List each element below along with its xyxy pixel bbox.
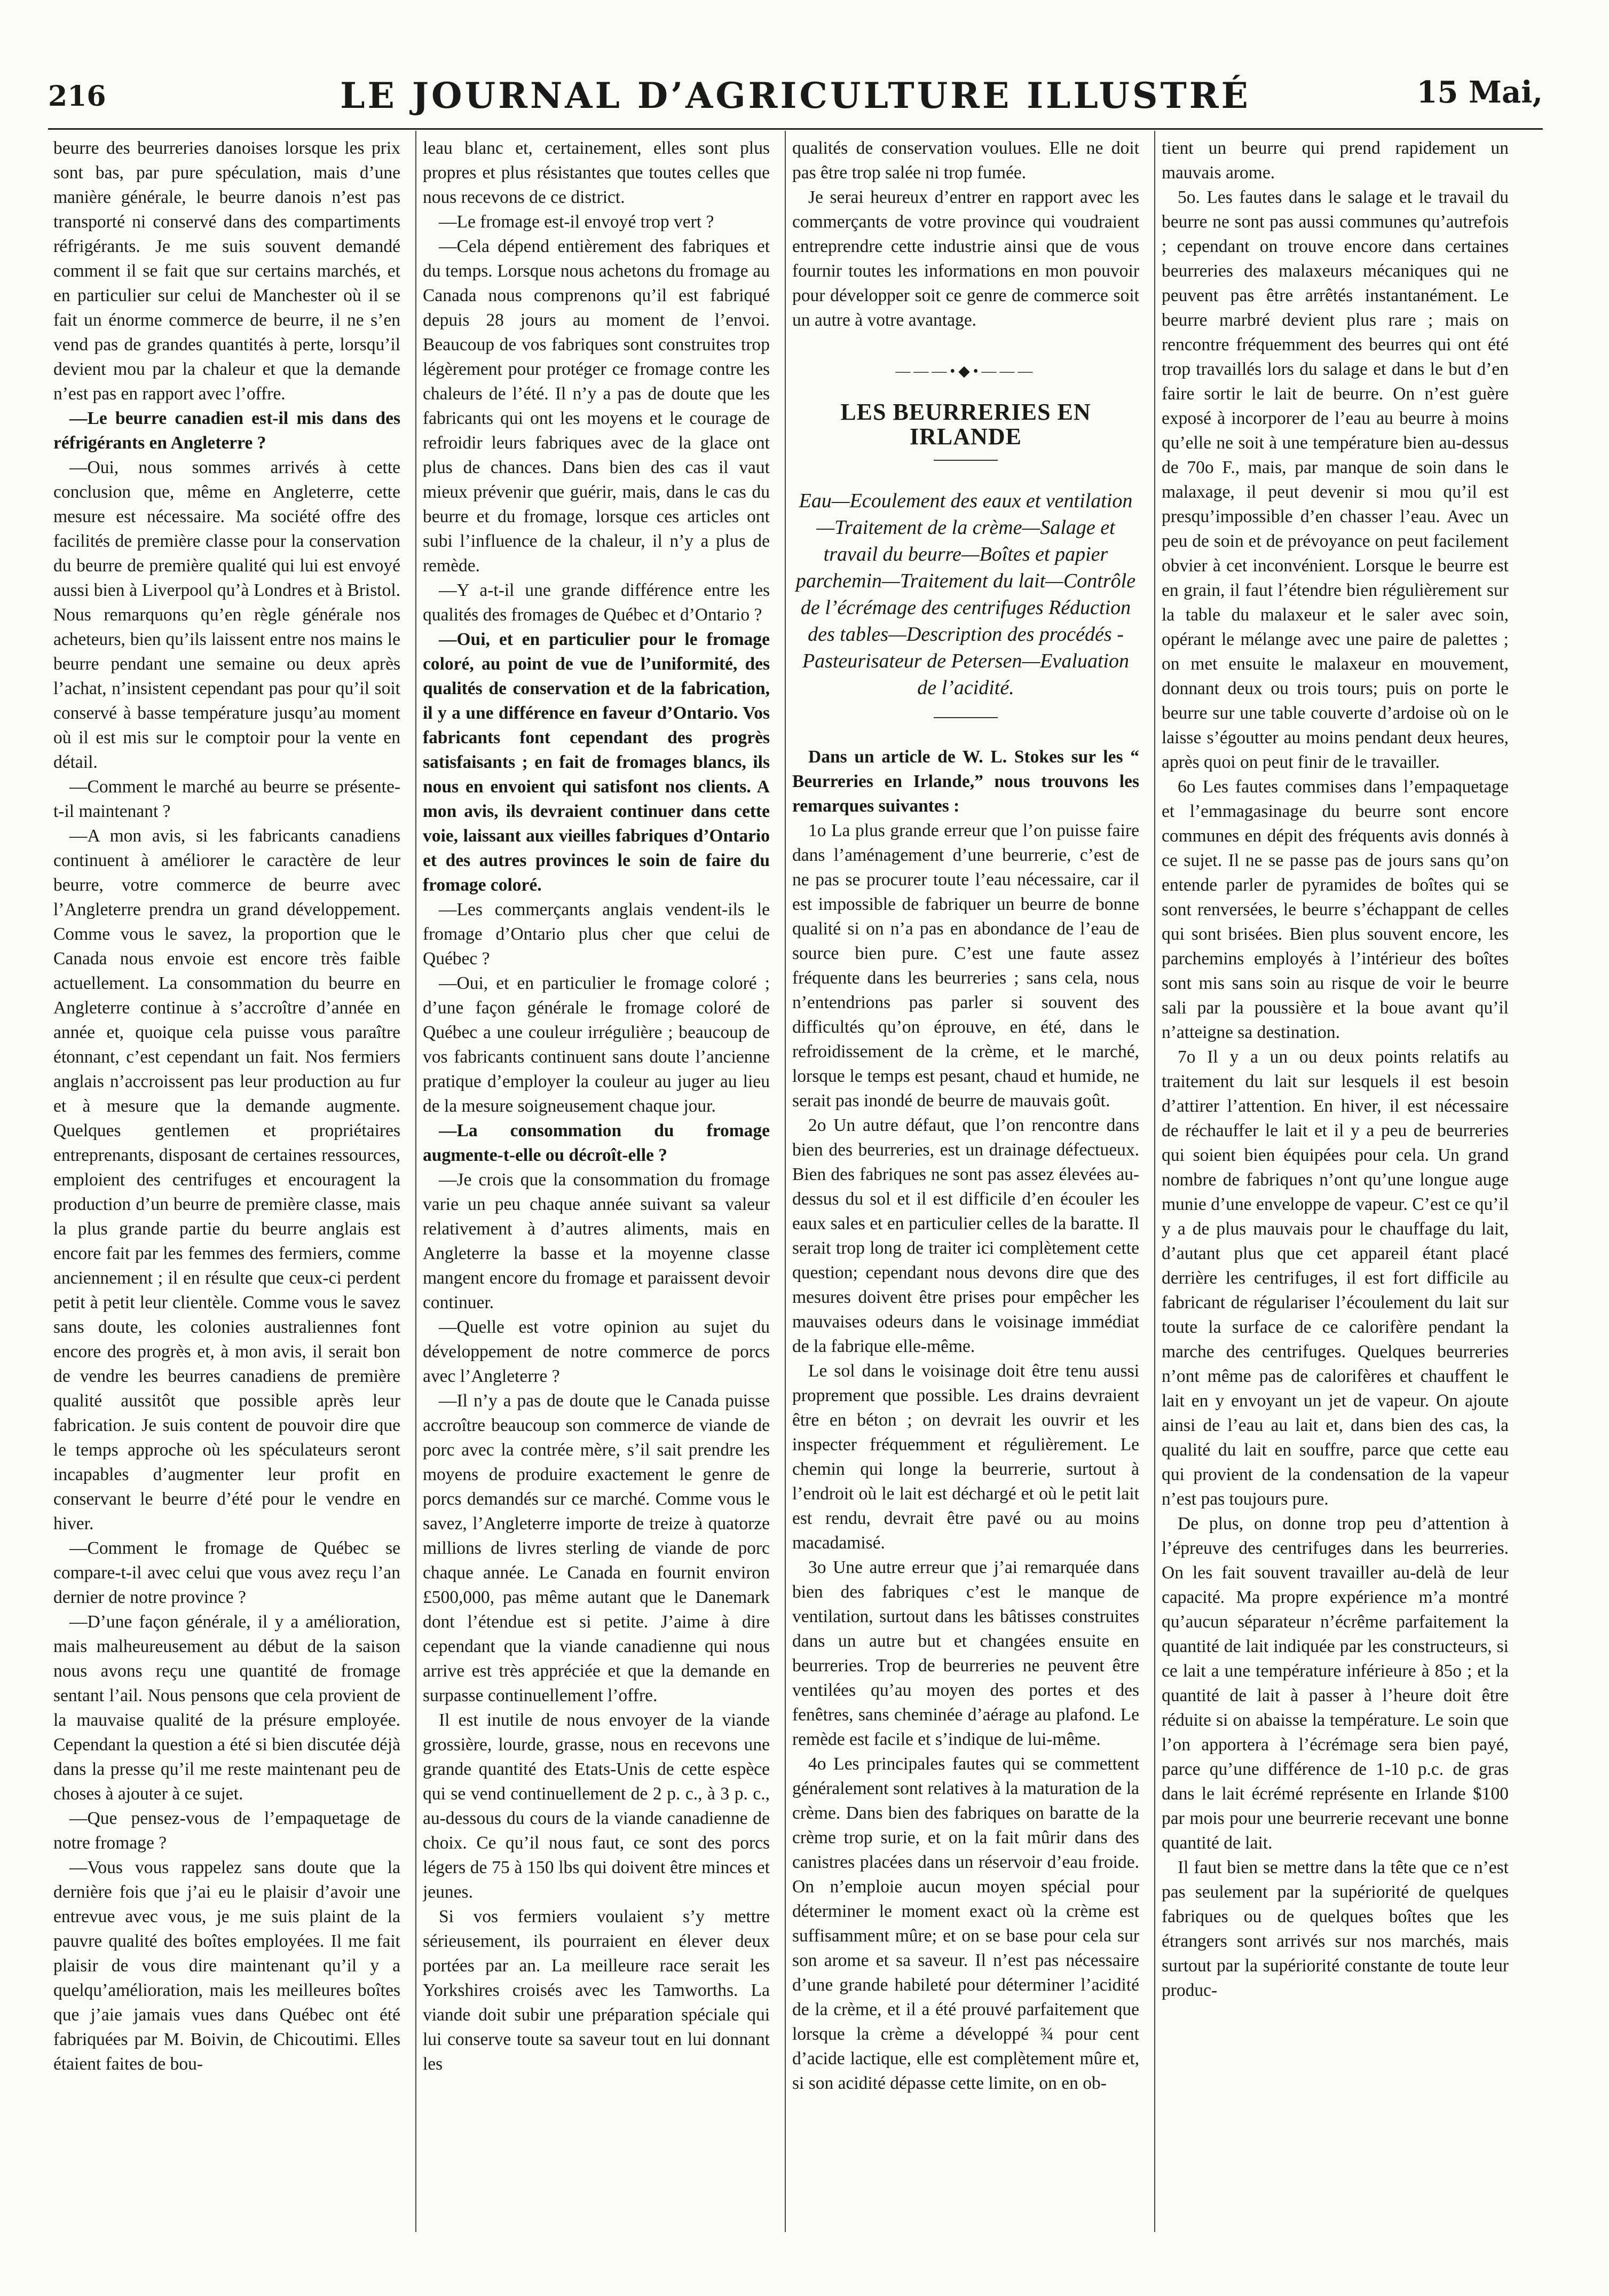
column-divider xyxy=(1154,131,1155,2232)
paragraph: —Il n’y a pas de doute que le Canada puisse accroître beaucoup son commerce de viande de porc avec la contrée mère, s’il sait prendre les moyens de produire exactement le genre de porcs demandés sur ce marché. Comme vous le savez, l’Angleterre importe de treize à quatorze millions de livres sterling de viande de porc chaque année. Le Canada en fournit environ £500,000, pas même autant que le Danemark dont l’étendue est si petite. J’aime à dire cependant que la viande canadienne qui nous arrive est très appréciée et que la demande en surpasse continuellement l’offre. xyxy=(423,1391,770,1705)
paragraph: Je serai heureux d’entrer en rapport avec les commerçants de votre province qui voudraient entreprendre cette industrie ainsi que de vous fournir toutes les informations en mon pouvoir pour développer soit ce genre de commerce soit un autre à votre avantage. xyxy=(792,187,1139,330)
subtitle-rule xyxy=(934,717,998,718)
column-1 xyxy=(53,136,400,2229)
column-3 xyxy=(792,136,1139,2229)
question: —Les commerçants anglais vendent-ils le fromage d’Ontario plus cher que celui de Québec ? xyxy=(423,900,770,969)
paragraph: beurre des beurreries danoises lorsque les prix sont bas, par pure spéculation, mais d’une manière générale, le beurre danois n’est pas transporté ni conservé dans des compartiments réfrigérants. Je me suis souvent demandé comment il se fait que sur certains marchés, et en particulier sur celui de Manchester où il se fait un énorme commerce de beurre, il ne s’en vend pas de grandes quantités à perte, lorsqu’il devient mou par la chaleur et que la demande n’est pas en rapport avec l’offre. xyxy=(53,138,400,404)
question: —Quelle est votre opinion au sujet du développement de notre commerce de porcs avec l’Angleterre ? xyxy=(423,1317,770,1386)
paragraph: qualités de conservation voulues. Elle ne doit pas être trop salée ni trop fumée. xyxy=(792,138,1139,183)
page-number: 216 xyxy=(48,80,106,113)
paragraph: —Vous vous rappelez sans doute que la dernière fois que j’ai eu le plaisir d’avoir une entrevue avec vous, je me suis plaint de la pauvre qualité des boîtes employées. Il me fait plaisir de vous dire maintenant qu’il y a quelqu’amélioration, mais les meilleures boîtes que j’aie jamais vues dans Québec ont été fabriquées par M. Boivin, de Chicoutimi. Elles étaient faites de bou- xyxy=(53,1858,400,2074)
column-2 xyxy=(423,136,770,2229)
paragraph: Dans un article de W. L. Stokes sur les “ Beurreries en Irlande,” nous trouvons les remarques suivantes : xyxy=(792,747,1139,816)
question: —Le beurre canadien est-il mis dans des réfrigérants en Angleterre ? xyxy=(53,408,400,453)
paragraph: 5o. Les fautes dans le salage et le travail du beurre ne sont pas aussi communes qu’autrefois ; cependant on trouve encore dans certaines beurreries des malaxeurs mécaniques qui ne peuvent pas être arrêtés instantanément. Le beurre marbré devient plus rare ; mais on rencontre fréquemment des beurres qui ont été trop travaillés lors du salage et dans le but d’en faire sortir le lait de beurre. On n’est guère exposé à incorporer de l’eau au beurre à moins qu’elle ne soit à une température bien au-dessus de 70o F., mais, par manque de soin dans le malaxage, il peut devenir si mou qu’il est presqu’impossible d’en chasser l’eau. Avec un peu de soin et de prévoyance on peut facilement obvier à cet inconvénient. Lorsque le beurre est en grain, il faut l’étendre bien régulièrement sur la table du malaxeur et le saler avec soin, opérant le mélange avec une paire de palettes ; on met ensuite le malaxeur en mouvement, donnant deux ou trois tours; puis on porte le beurre sur une table couverte d’ardoise où on le laisse s’égoutter au moins pendant deux heures, après quoi on peut finir de le travailler. xyxy=(1162,187,1509,772)
question: —Comment le marché au beurre se présente-t-il maintenant ? xyxy=(53,777,400,821)
paragraph: Le sol dans le voisinage doit être tenu aussi proprement que possible. Les drains devraient être en béton ; on devrait les ouvrir et les inspecter fréquemment et régulièrement. Le chemin qui longe la beurrerie, surtout à l’endroit où le lait est déchargé et où le petit lait est rendu, devrait être pavé ou au moins macadamisé. xyxy=(792,1361,1139,1553)
column-4 xyxy=(1162,136,1509,2229)
paragraph: Il faut bien se mettre dans la tête que ce n’est pas seulement par la supériorité de quelques fabriques ou de quelques boîtes que les étrangers sont arrivés sur nos marchés, mais surtout par la supériorité constante de toute leur produc- xyxy=(1162,1858,1509,2000)
page-header xyxy=(48,69,1543,128)
header-rule xyxy=(48,128,1543,130)
issue-date: 15 Mai, xyxy=(1416,75,1543,110)
question: —Comment le fromage de Québec se compare-t-il avec celui que vous avez reçu l’an dernier de notre province ? xyxy=(53,1538,400,1607)
paragraph: tient un beurre qui prend rapidement un mauvais arome. xyxy=(1162,138,1509,183)
paragraph: —Cela dépend entièrement des fabriques et du temps. Lorsque nous achetons du fromage au Canada nous comprenons qu’il est fabriqué depuis 28 jours au moment de l’envoi. Beaucoup de vos fabriques sont construites trop légèrement pour protéger ce fromage contre les chaleurs de l’été. Il n’y a pas de doute que les fabricants qui ont les moyens et le courage de refroidir leurs fabriques avec de la glace ont plus de chances. Dans bien des cas il vaut mieux prévenir que guérir, mais, dans le cas du beurre et du fromage, lorsque ces articles ont subi l’influence de la chaleur, il n’y a plus de remède. xyxy=(423,237,770,576)
paragraph: 7o Il y a un ou deux points relatifs au traitement du lait sur lesquels il est besoin d’attirer l’attention. En hiver, il est nécessaire de réchauffer le lait et il y a peu de beurreries qui soient bien équipées pour cela. Un grand nombre de fabriques n’ont qu’une longue auge munie d’une enveloppe de vapeur. C’est ce qu’il y a de plus mauvais pour le chauffage du lait, d’autant plus que cet appareil étant placé derrière les centrifuges, il est fort difficile au fabricant de régulariser l’écoulement du lait sur toute la surface de ce calorifère pendant la marche des centrifuges. Quelques beurreries n’ont même pas de calorifères et chauffent le lait en y envoyant un jet de vapeur. On ajoute ainsi de l’eau au lait et, dans bien des cas, la qualité du lait en souffre, parce que cette eau qui provient de la condensation de la vapeur n’est pas toujours pure. xyxy=(1162,1047,1509,1509)
title-rule xyxy=(934,460,998,461)
journal-title: LE JOURNAL D’AGRICULTURE ILLUSTRÉ xyxy=(340,75,1251,116)
paragraph: —Oui, nous sommes arrivés à cette conclusion que, même en Angleterre, cette mesure est nécessaire. Ma société offre des facilités de première classe pour la conservation du beurre de première qualité qui lui est envoyé aussi bien à Liverpool qu’à Londres et à Bristol. Nous remarquons qu’en règle générale nos acheteurs, bien qu’ils laissent entre nos mains le beurre pendant une semaine ou deux après l’achat, n’insistent cependant pas pour qu’il soit conservé à basse température jusqu’au moment où il est mis sur le comptoir pour la vente en détail. xyxy=(53,458,400,772)
paragraph: De plus, on donne trop peu d’attention à l’épreuve des centrifuges dans les beurreries. On les fait souvent travailler au-delà de leur capacité. Ma propre expérience m’a montré qu’aucun séparateur n’écrême parfaitement la quantité de lait indiquée par les constructeurs, si ce lait a une température inférieure à 85o ; et la quantité de lait à passer à l’heure doit être réduite si on abaisse la température. Le soin que l’on apportera à l’écrémage sera bien payé, parce qu’une différence de 1-10 p.c. de gras dans le lait écrémé représente en Irlande $100 par mois pour une beurrerie recevant une bonne quantité de lait. xyxy=(1162,1514,1509,1853)
question: —Y a-t-il une grande différence entre les qualités des fromages de Québec et d’Ontario ? xyxy=(423,580,770,625)
paragraph: 6o Les fautes commises dans l’empaquetage et l’emmagasinage du beurre sont encore communes en dépit des fréquents avis donnés à ce sujet. Il ne se passe pas de jours sans qu’on entende parler de pyramides de boîtes qui se sont renversées, le beurre s’échappant de celles qui sont brisées. Bien plus souvent encore, les parchemins employés à l’intérieur des boîtes sont mis sans soin au risque de voir le beurre sali par la poussière et la boue avant qu’il n’atteigne sa destination. xyxy=(1162,777,1509,1042)
question: —Le fromage est-il envoyé trop vert ? xyxy=(439,212,714,232)
section-title: LES BEURRERIES EN IRLANDE xyxy=(840,399,1091,450)
paragraph: leau blanc et, certainement, elles sont plus propres et plus résistantes que toutes celles que nous recevons de ce district. xyxy=(423,138,770,207)
paragraph: 1o La plus grande erreur que l’on puisse faire dans l’aménagement d’une beurrerie, c’est de ne pas se procurer toute l’eau nécessaire, car il est impossible de fabriquer un beurre de bonne qualité si on n’a pas en abondance de l’eau de source bien pure. C’est une faute assez fréquente dans les beurreries ; sans cela, nous n’entendrions pas parler si souvent des difficultés qu’on éprouve, en été, dans le refroidissement de la crème, et le marché, lorsque le temps est pesant, chaud et humide, ne serait pas inondé de beurre de mauvais goût. xyxy=(792,821,1139,1111)
column-divider xyxy=(785,131,786,2232)
section-subtitle: Eau—Ecoulement des eaux et ventilation—Traitement de la crème—Salage et travail du beurre—Boîtes et papier parchemin—Traitement du lait—Contrôle de l’écrémage des centrifuges Réduction des tables—Description des procédés - Pasteurisateur de Petersen—Evaluation de l’acidité. xyxy=(795,490,1136,699)
paragraph: —Je crois que la consommation du fromage varie un peu chaque année suivant sa valeur relativement à d’autres aliments, mais en Angleterre la basse et la moyenne classe mangent encore du fromage et paraissent devoir continuer. xyxy=(423,1170,770,1312)
paragraph: 3o Une autre erreur que j’ai remarquée dans bien des fabriques c’est le manque de ventilation, surtout dans les bâtisses construites dans un autre but et changées ensuite en beurreries. Trop de beurreries ne peuvent être ventilées qu’au moyen des portes et des fenêtres, sans cheminée d’aérage au plafond. Le remède est facile et s’indique de lui-même. xyxy=(792,1558,1139,1749)
paragraph: Si vos fermiers voulaient s’y mettre sérieusement, ils pourraient en élever deux portées par an. La meilleure race serait les Yorkshires croisés avec les Tamworths. La viande doit subir une préparation spéciale qui lui conserve toute sa saveur tout en lui donnant les xyxy=(423,1907,770,2074)
paragraph: —A mon avis, si les fabricants canadiens continuent à améliorer le caractère de leur beurre, votre commerce de beurre avec l’Angleterre prendra un grand développement. Comme vous le savez, la proportion que le Canada nous envoie est encore très faible actuellement. La consommation du beurre en Angleterre continue à s’accroître d’année en année et, quoique cela puisse vous paraître étonnant, c’est cependant un fait. Nos fermiers anglais n’accroissent pas leur production au fur et à mesure que la demande augmente. Quelques gentlemen et propriétaires entreprenants, disposant de certaines ressources, emploient des centrifuges et encouragent la production d’un beurre de première classe, mais la plus grande partie du beurre anglais est encore fait par les femmes des fermiers, comme anciennement ; il en résulte que ceux-ci perdent petit à petit leur clientèle. Comme vous le savez sans doute, les colonies australiennes font encore des progrès et, à mon avis, il serait bon de vendre les beurres canadiens de première qualité aussitôt que possible après leur fabrication. Je suis content de pouvoir dire que le temps approche où les spéculateurs seront incapables d’augmenter leur profit en conservant le beurre d’été pour le vendre en hiver. xyxy=(53,826,400,1534)
question: —Que pensez-vous de l’empaquetage de notre fromage ? xyxy=(53,1809,400,1853)
paragraph: —D’une façon générale, il y a amélioration, mais malheureusement au début de la saison nous avons reçu une quantité de fromage sentant l’ail. Nous pensons que cela provient de la mauvaise qualité de la présure employée. Cependant la question a été si bien discutée déjà dans la presse qu’il me reste maintenant peu de choses à ajouter à ce sujet. xyxy=(53,1612,400,1804)
paragraph: 4o Les principales fautes qui se commettent généralement sont relatives à la maturation de la crème. Dans bien des fabriques on baratte de la crème trop surie, et on la fait mûrir dans des canistres placées dans un réservoir d’eau froide. On n’emploie aucun moyen spécial pour déterminer le moment exact où la crème est suffisamment mûre; et on se base pour cela sur son arome et sa saveur. Il n’est pas nécessaire d’une grande habileté pour déterminer l’acidité de la crème, et il a été prouvé parfaitement que lorsque la crème a développé ¾ pour cent d’acide lactique, elle est complètement mûre et, si son acidité dépasse cette limite, on en ob- xyxy=(792,1754,1139,2093)
question: —La consommation du fromage augmente-t-elle ou décroît-elle ? xyxy=(423,1121,770,1165)
paragraph: —Oui, et en particulier pour le fromage coloré, au point de vue de l’uniformité, des qualités de conservation et de la fabrication, il y a une différence en faveur d’Ontario. Vos fabricants font cependant des progrès satisfaisants ; en fait de fromages blancs, ils nous en envoient qui satisfont nos clients. A mon avis, ils devraient continuer dans cette voie, laissant aux vieilles fabriques d’Ontario et des autres provinces le soin de faire du fromage coloré. xyxy=(423,630,770,895)
ornamental-separator: ———•◆•——— xyxy=(895,363,1036,380)
paragraph: Il est inutile de nous envoyer de la viande grossière, lourde, grasse, nous en recevons une grande quantité des Etats-Unis de cette espèce qui se vend continuellement de 2 p. c., à 3 p. c., au-dessous du cours de la viande canadienne de choix. Ce qu’il nous faut, ce sont des porcs légers de 75 à 150 lbs qui doivent être minces et jeunes. xyxy=(423,1710,770,1902)
paragraph: 2o Un autre défaut, que l’on rencontre dans bien des beurreries, est un drainage défectueux. Bien des fabriques ne sont pas assez élevées au-dessus du sol et il est difficile d’en écouler les eaux sales et en particulier celles de la baratte. Il serait trop long de traiter ici complètement cette question; cependant nous devons dire que des mesures doivent être prises pour empêcher les mauvaises odeurs dans le voisinage immédiat de la fabrique elle-même. xyxy=(792,1115,1139,1356)
column-divider xyxy=(415,131,416,2232)
paragraph: —Oui, et en particulier le fromage coloré ; d’une façon générale le fromage coloré de Québec a une couleur irrégulière ; beaucoup de vos fabricants continuent sans doute l’ancienne pratique d’employer la couleur au juger au lieu de la mesure soigneusement chaque jour. xyxy=(423,973,770,1116)
